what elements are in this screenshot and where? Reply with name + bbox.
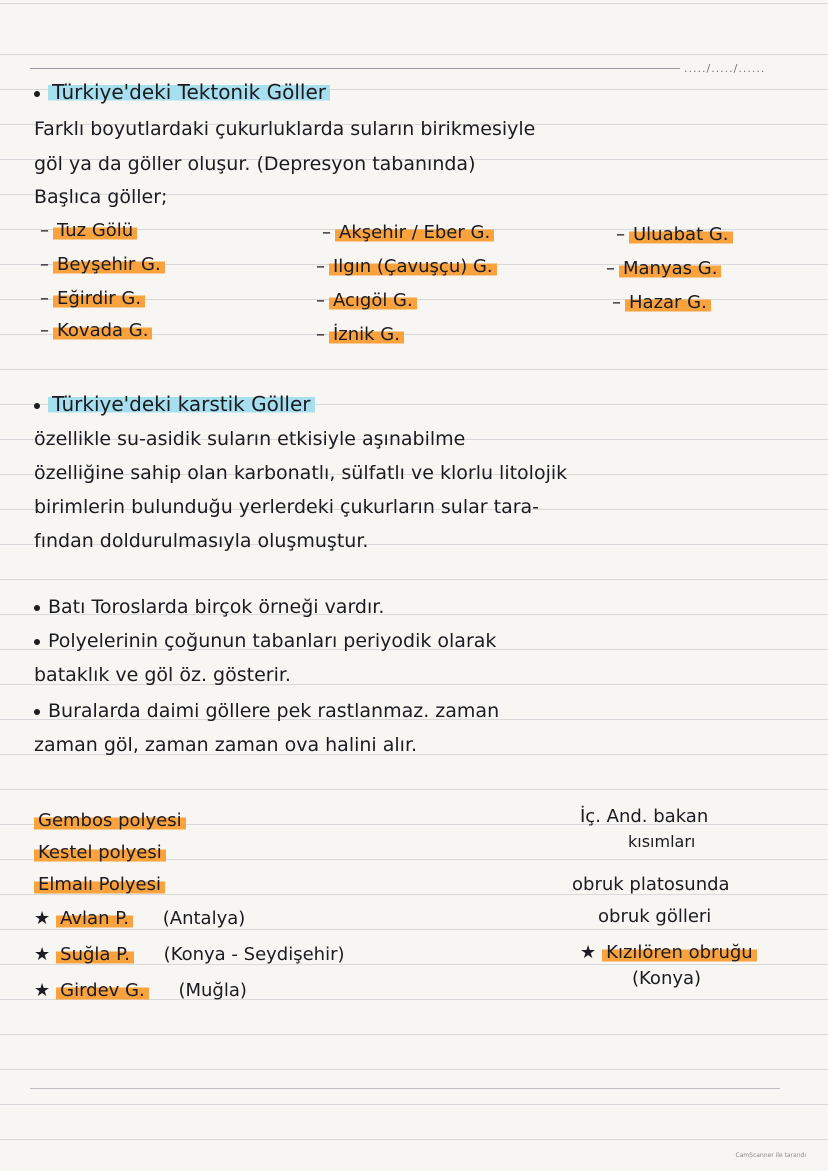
polye-starred-item: ★ Suğla P. (Konya - Seydişehir) <box>34 944 345 965</box>
polye-item: Gembos polyesi <box>34 810 186 831</box>
bottom-rule <box>30 1088 780 1089</box>
scanner-watermark: CamScanner ile tarandı <box>735 1152 806 1159</box>
lake-list-item: – Tuz Gölü <box>40 220 137 241</box>
obruk-line-2: kısımları <box>628 832 696 851</box>
star-icon: ★ <box>34 944 51 965</box>
header-rule <box>30 68 680 69</box>
bullet-icon <box>34 91 40 97</box>
lake-list-item: – Beyşehir G. <box>40 254 165 275</box>
lake-list-item: – Uluabat G. <box>616 224 733 245</box>
lake-list-item: – Acıgöl G. <box>316 290 417 311</box>
obruk-line-3: obruk platosunda <box>572 874 730 895</box>
lake-list-item: – Manyas G. <box>606 258 721 279</box>
polye-starred-item: ★ Girdev G. (Muğla) <box>34 980 247 1001</box>
bullet-icon <box>34 605 40 611</box>
obruk-place: (Konya) <box>632 968 702 989</box>
bullet-icon <box>34 403 40 409</box>
obruk-starred-item: ★ Kızılören obruğu <box>580 942 757 963</box>
karstic-line-1: özellikle su-asidik suların etkisiyle aşınabilme <box>34 428 466 450</box>
tectonic-line-3: Başlıca göller; <box>34 186 168 208</box>
bullet-icon <box>34 639 40 645</box>
karstic-bullet-3-cont: zaman göl, zaman zaman ova halini alır. <box>34 734 418 756</box>
karstic-line-3: birimlerin bulunduğu yerlerdeki çukurların sular tara- <box>34 496 540 518</box>
tectonic-line-2: göl ya da göller oluşur. (Depresyon tabanında) <box>34 153 476 175</box>
karstic-bullet-2-cont: bataklık ve göl öz. gösterir. <box>34 664 291 686</box>
tectonic-title: Türkiye'deki Tektonik Göller <box>48 80 330 104</box>
polye-item: Kestel polyesi <box>34 842 166 863</box>
tectonic-line-1: Farklı boyutlardaki çukurluklarda suların birikmesiyle <box>34 118 536 140</box>
polye-item: Elmalı Polyesi <box>34 874 165 895</box>
lake-list-item: – Akşehir / Eber G. <box>322 222 494 243</box>
lake-list-item: – Eğirdir G. <box>40 288 145 309</box>
star-icon: ★ <box>580 942 597 963</box>
bullet-icon <box>34 709 40 715</box>
date-placeholder: ...../...../...... <box>684 62 766 75</box>
star-icon: ★ <box>34 980 51 1001</box>
karstic-title: Türkiye'deki karstik Göller <box>48 392 315 416</box>
karstic-title-line <box>34 392 315 416</box>
lake-list-item: – İznik G. <box>316 324 404 345</box>
polye-starred-item: ★ Avlan P. (Antalya) <box>34 908 246 929</box>
karstic-bullet-3: Buralarda daimi göllere pek rastlanmaz. zaman <box>34 700 499 722</box>
star-icon: ★ <box>34 908 51 929</box>
lake-list-item: – Hazar G. <box>612 292 711 313</box>
karstic-bullet-1: Batı Toroslarda birçok örneği vardır. <box>34 596 384 618</box>
obruk-line-4: obruk gölleri <box>598 906 712 927</box>
lake-list-item: – Ilgın (Çavuşçu) G. <box>316 256 497 277</box>
tectonic-title-line <box>34 80 330 104</box>
karstic-line-4: fından doldurulmasıyla oluşmuştur. <box>34 530 369 552</box>
lake-list-item: – Kovada G. <box>40 320 152 341</box>
karstic-line-2: özelliğine sahip olan karbonatlı, sülfatlı ve klorlu litolojik <box>34 462 568 484</box>
obruk-line-1: İç. And. bakan <box>580 806 709 827</box>
karstic-bullet-2: Polyelerinin çoğunun tabanları periyodik olarak <box>34 630 496 652</box>
